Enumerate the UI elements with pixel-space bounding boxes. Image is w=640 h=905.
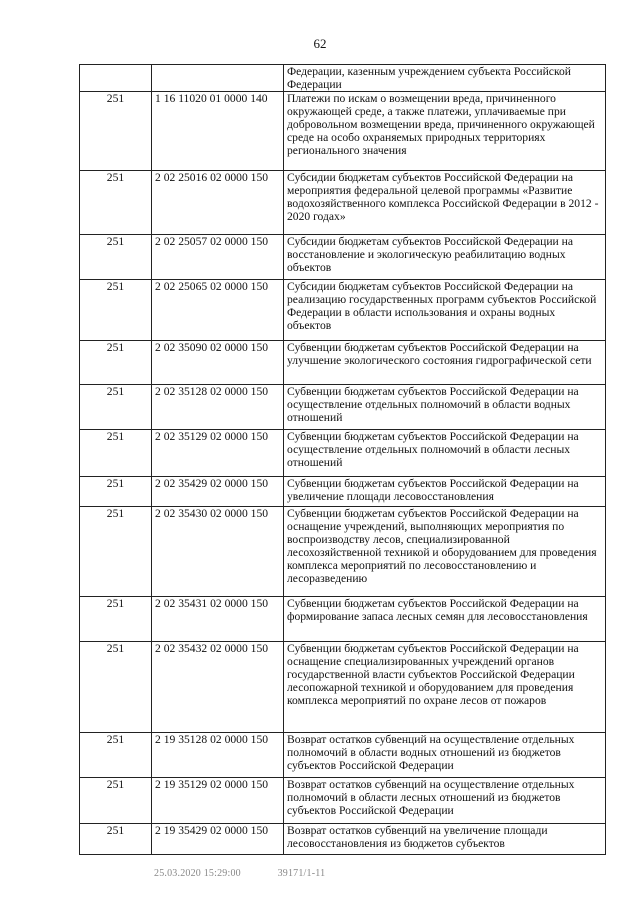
admin-code-cell: 251: [80, 824, 152, 855]
revenue-name-cell: Возврат остатков субвенций на увеличение площади лесовосстановления из бюджетов субъектов: [284, 824, 606, 855]
revenue-name-cell: Субсидии бюджетам субъектов Российской Федерации на реализацию государственных программ субъектов Российской Федерации в области использования и охраны водных объектов: [284, 280, 606, 341]
admin-code-cell: 251: [80, 171, 152, 235]
revenue-name-cell: Возврат остатков субвенций на осуществление отдельных полномочий в области водных отношений из бюджетов субъектов Российской Федерации: [284, 733, 606, 778]
revenue-name-cell: Субвенции бюджетам субъектов Российской Федерации на оснащение учреждений, выполняющих мероприятия по воспроизводству лесов, специализированной лесохозяйственной техникой и оборудованием для проведения комплекса мероприятий по лесовосстановлению и лесоразведению: [284, 507, 606, 597]
budget-code-cell: 2 02 35429 02 0000 150: [152, 477, 284, 507]
admin-code-cell: 251: [80, 430, 152, 477]
table-row: [80, 824, 606, 855]
revenue-name-cell: Субвенции бюджетам субъектов Российской Федерации на увеличение площади лесовосстановления: [284, 477, 606, 507]
budget-code-cell: 2 02 25016 02 0000 150: [152, 171, 284, 235]
table-row: [80, 235, 606, 280]
budget-code-cell: 2 02 35129 02 0000 150: [152, 430, 284, 477]
admin-code-cell: 251: [80, 778, 152, 824]
budget-code-cell: 2 02 25065 02 0000 150: [152, 280, 284, 341]
table-row: [80, 507, 606, 597]
table-row: [80, 171, 606, 235]
table-row: [80, 597, 606, 642]
table-row: [80, 477, 606, 507]
revenue-name-cell: Субсидии бюджетам субъектов Российской Федерации на мероприятия федеральной целевой программы «Развитие водохозяйственного комплекса Российской Федерации в 2012 - 2020 годах»: [284, 171, 606, 235]
table-row: [80, 778, 606, 824]
revenue-name-cell: Субвенции бюджетам субъектов Российской Федерации на оснащение специализированных учреждений органов государственной власти субъектов Российской Федерации лесопожарной техникой и оборудованием для проведения комплекса мероприятий по охране лесов от пожаров: [284, 642, 606, 733]
admin-code-cell: 251: [80, 477, 152, 507]
revenue-name-cell: Субсидии бюджетам субъектов Российской Федерации на восстановление и экологическую реабилитацию водных объектов: [284, 235, 606, 280]
revenue-name-cell: Субвенции бюджетам субъектов Российской Федерации на улучшение экологического состояния гидрографической сети: [284, 341, 606, 385]
admin-code-cell: 251: [80, 733, 152, 778]
admin-code-cell: 251: [80, 507, 152, 597]
revenue-name-cell: Субвенции бюджетам субъектов Российской Федерации на формирование запаса лесных семян для лесовосстановления: [284, 597, 606, 642]
table-row: [80, 430, 606, 477]
table-row: [80, 341, 606, 385]
budget-code-cell: 2 19 35128 02 0000 150: [152, 733, 284, 778]
admin-code-cell: 251: [80, 235, 152, 280]
admin-code-cell: 251: [80, 280, 152, 341]
budget-code-cell: 2 02 35431 02 0000 150: [152, 597, 284, 642]
budget-code-cell: [152, 65, 284, 92]
revenue-name-cell: Субвенции бюджетам субъектов Российской Федерации на осуществление отдельных полномочий в области лесных отношений: [284, 430, 606, 477]
revenue-name-cell: Возврат остатков субвенций на осуществление отдельных полномочий в области лесных отношений из бюджетов субъектов Российской Федерации: [284, 778, 606, 824]
revenue-name-cell: Платежи по искам о возмещении вреда, причиненного окружающей среде, а также платежи, уплачиваемые при добровольном возмещении вреда, причиненного окружающей среде на особо охраняемых природных территориях регионального значения: [284, 92, 606, 171]
footer-timestamp: 25.03.2020 15:29:00: [154, 868, 241, 879]
admin-code-cell: 251: [80, 385, 152, 430]
budget-code-cell: 2 02 35432 02 0000 150: [152, 642, 284, 733]
budget-code-cell: 1 16 11020 01 0000 140: [152, 92, 284, 171]
admin-code-cell: 251: [80, 642, 152, 733]
budget-code-cell: 2 02 35090 02 0000 150: [152, 341, 284, 385]
table-row: [80, 642, 606, 733]
budget-code-cell: 2 02 35430 02 0000 150: [152, 507, 284, 597]
admin-code-cell: 251: [80, 597, 152, 642]
page-number: 62: [313, 36, 327, 51]
table-row: [80, 92, 606, 171]
admin-code-cell: 251: [80, 92, 152, 171]
table-row: [80, 733, 606, 778]
document-footer: [154, 868, 325, 879]
table-row: [80, 385, 606, 430]
revenue-name-cell: Субвенции бюджетам субъектов Российской Федерации на осуществление отдельных полномочий в области водных отношений: [284, 385, 606, 430]
budget-code-cell: 2 19 35429 02 0000 150: [152, 824, 284, 855]
budget-code-cell: 2 02 35128 02 0000 150: [152, 385, 284, 430]
admin-code-cell: [80, 65, 152, 92]
footer-document-id: 39171/1-11: [277, 868, 326, 879]
budget-code-cell: 2 02 25057 02 0000 150: [152, 235, 284, 280]
budget-code-cell: 2 19 35129 02 0000 150: [152, 778, 284, 824]
table-row: [80, 280, 606, 341]
budget-classification-table: [79, 64, 606, 855]
admin-code-cell: 251: [80, 341, 152, 385]
revenue-name-cell: Федерации, казенным учреждением субъекта Российской Федерации: [284, 65, 606, 92]
table-row: [80, 65, 606, 92]
